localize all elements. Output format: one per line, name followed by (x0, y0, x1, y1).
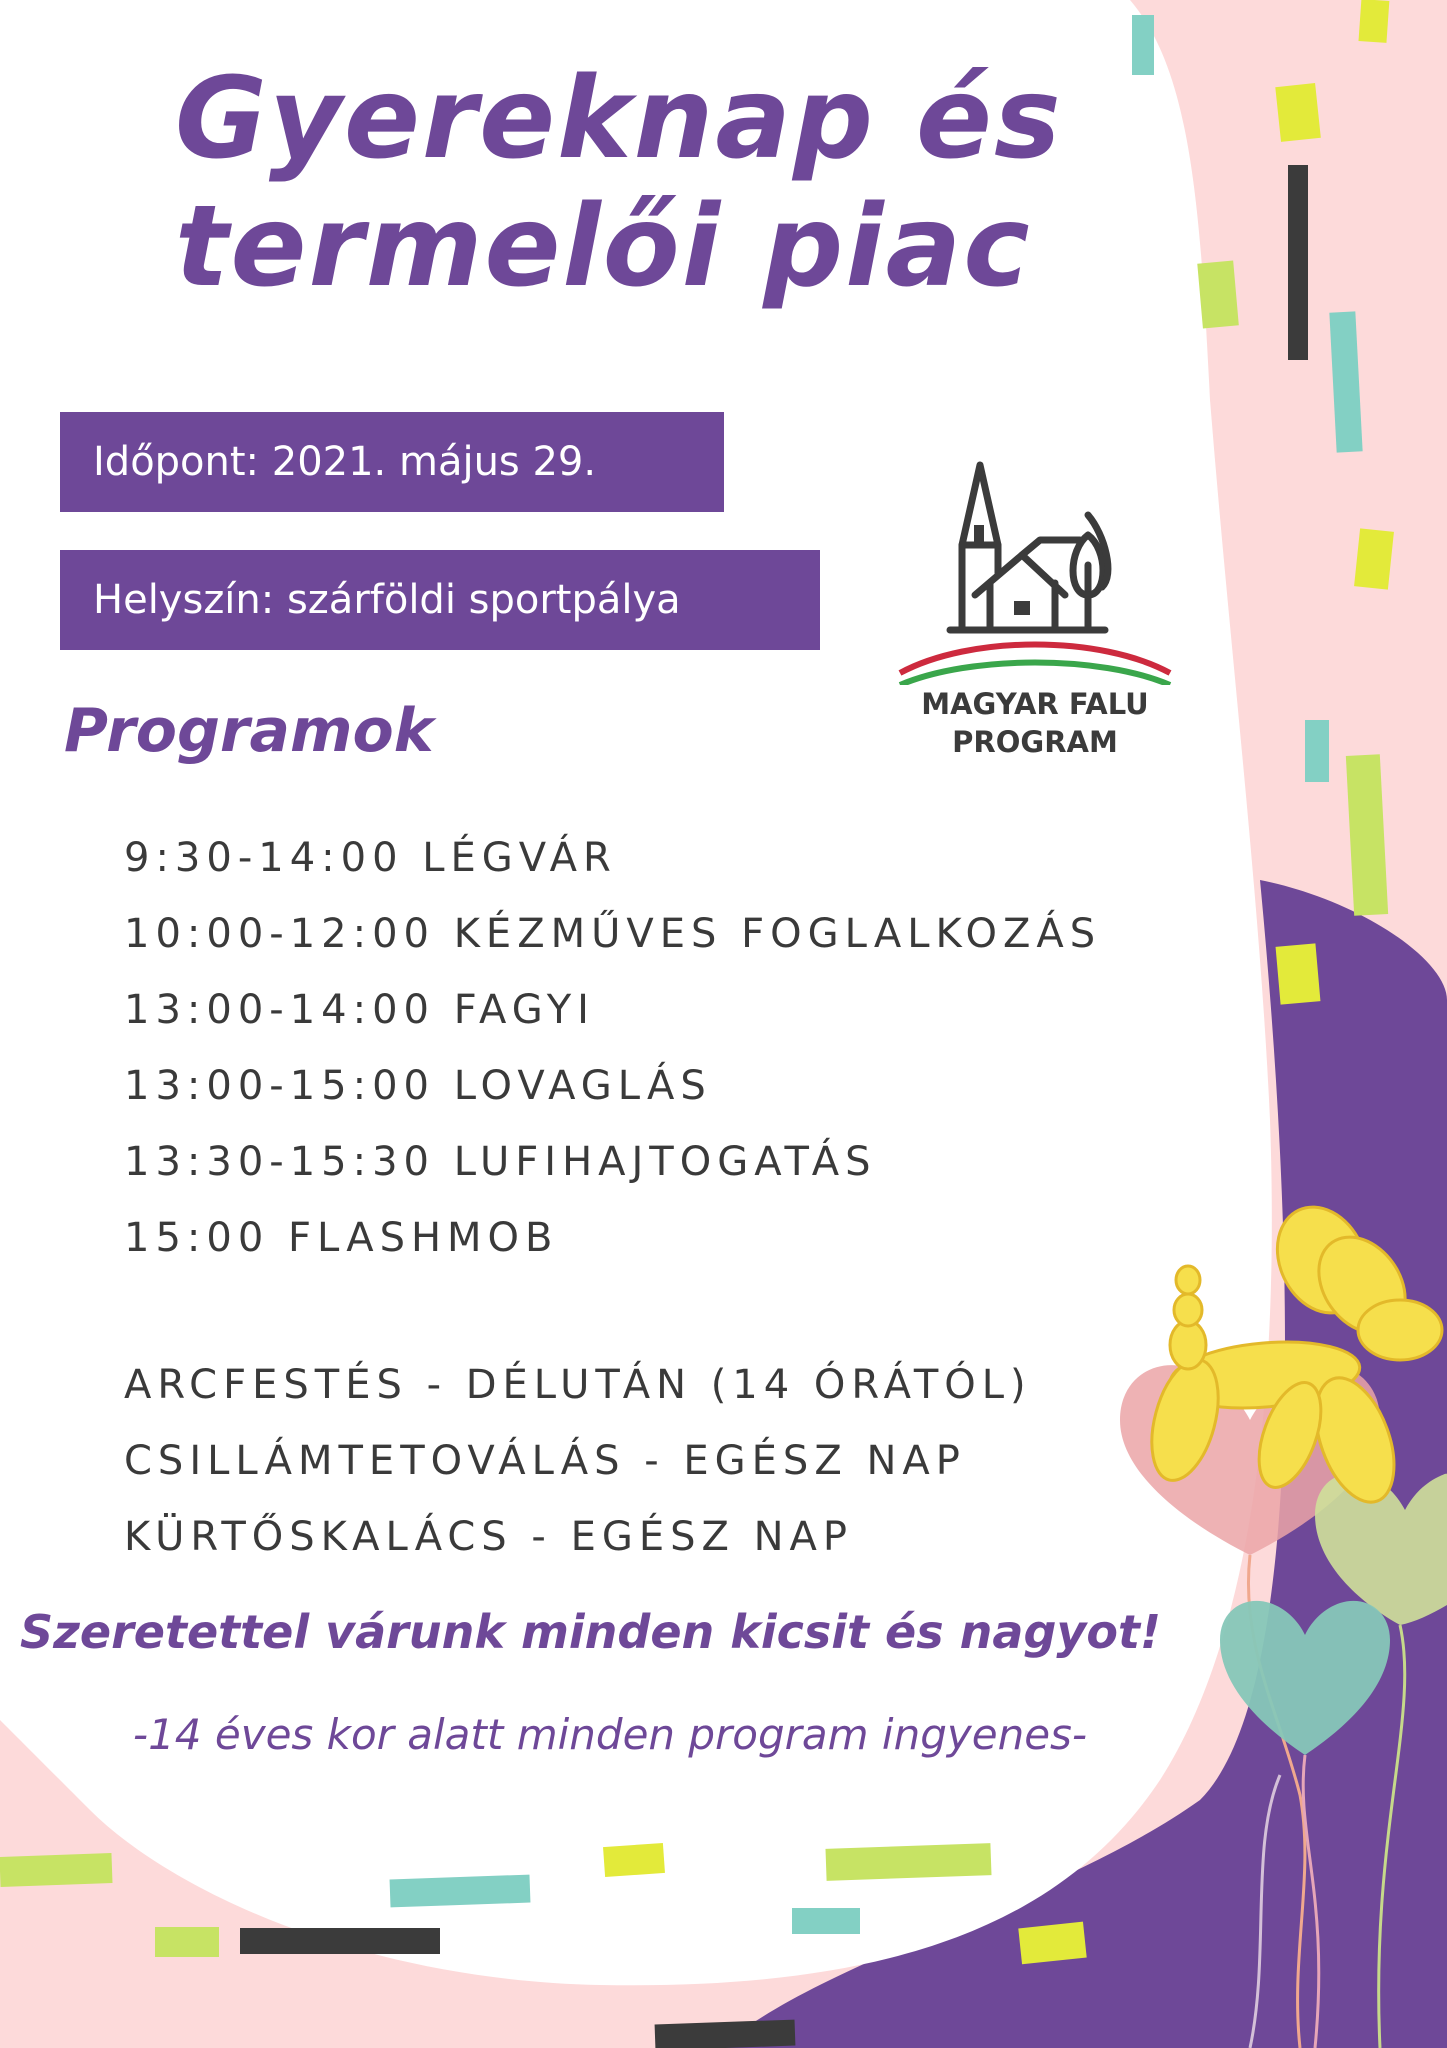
extras-item: KÜRTŐSKALÁCS - EGÉSZ NAP (124, 1514, 854, 1560)
balloon-dog-illustration (1100, 1195, 1447, 2048)
schedule-list (124, 820, 1101, 1276)
extras-list (124, 1347, 1032, 1575)
title-line-1: Gyereknap és (175, 54, 1063, 184)
place-tag: Helyszín: szárföldi sportpálya (60, 550, 820, 650)
poster-title (175, 55, 1075, 311)
free-entry-note: -14 éves kor alatt minden program ingyenes- (132, 1710, 1088, 1759)
magyar-falu-logo (890, 455, 1180, 775)
extras-item: CSILLÁMTETOVÁLÁS - EGÉSZ NAP (124, 1438, 966, 1484)
logo-text-line-1: MAGYAR FALU (921, 687, 1149, 721)
extras-item: ARCFESTÉS - DÉLUTÁN (14 ÓRÁTÓL) (124, 1362, 1032, 1408)
logo-text-line-2: PROGRAM (952, 725, 1118, 759)
date-tag: Időpont: 2021. május 29. (60, 412, 724, 512)
slogan: Szeretettel várunk minden kicsit és nagyot! (20, 1605, 1161, 1659)
programs-heading: Programok (64, 696, 434, 766)
schedule-item: 13:30-15:30 LUFIHAJTOGATÁS (124, 1139, 877, 1185)
schedule-item: 13:00-14:00 FAGYI (124, 987, 595, 1033)
schedule-item: 15:00 FLASHMOB (124, 1215, 559, 1261)
schedule-item: 9:30-14:00 LÉGVÁR (124, 835, 617, 881)
schedule-item: 10:00-12:00 KÉZMŰVES FOGLALKOZÁS (124, 911, 1102, 957)
village-icon (890, 455, 1180, 685)
title-line-2: termelői piac (175, 182, 1032, 312)
schedule-item: 13:00-15:00 LOVAGLÁS (124, 1063, 712, 1109)
